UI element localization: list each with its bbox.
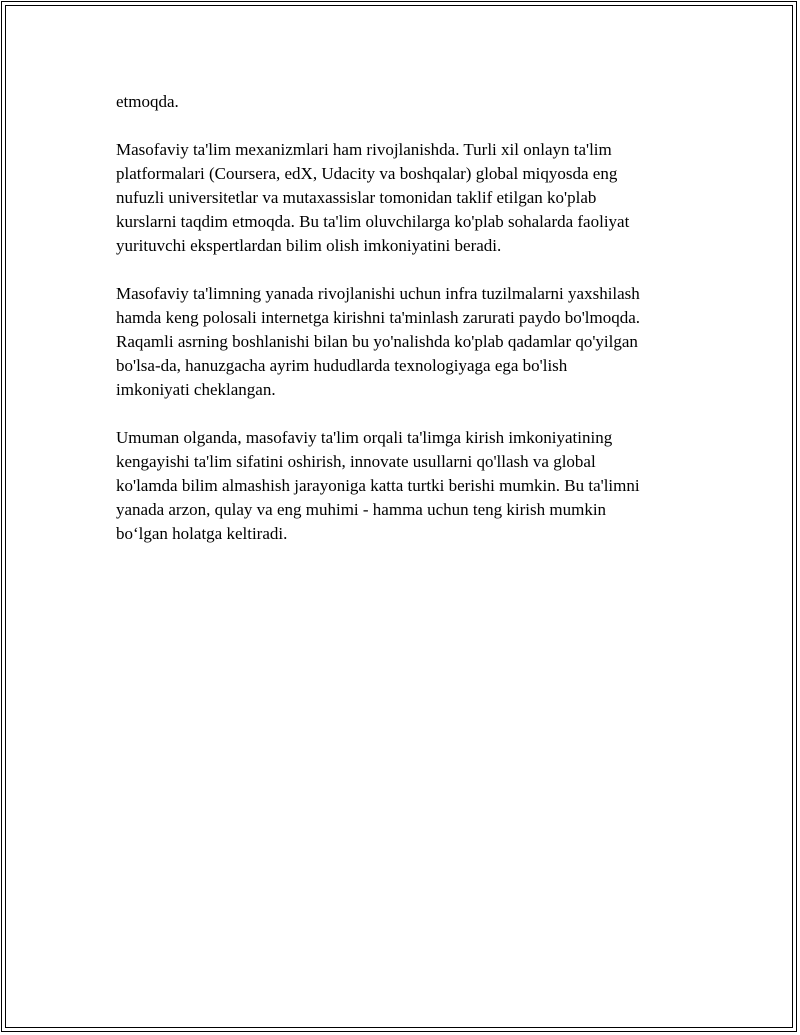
text-line: yanada arzon, qulay va eng muhimi - hamma uchun teng kirish mumkin bbox=[116, 500, 607, 519]
text-line: imkoniyati cheklangan. bbox=[116, 380, 276, 399]
text-line: yurituvchi ekspertlardan bilim olish imkoniyatini beradi. bbox=[116, 236, 502, 255]
text-line: Umuman olganda, masofaviy ta'lim orqali ta'limga kirish imkoniyatining bbox=[116, 428, 613, 447]
text-line: nufuzli universitetlar va mutaxassislar tomonidan taklif etilgan ko'plab bbox=[116, 188, 597, 207]
text-line: ko'lamda bilim almashish jarayoniga katta turtki berishi mumkin. Bu ta'limni bbox=[116, 476, 640, 495]
text-line: hamda keng polosali internetga kirishni ta'minlash zarurati paydo bo'lmoqda. bbox=[116, 308, 641, 327]
text-line: kengayishi ta'lim sifatini oshirish, innovate usullarni qo'llash va global bbox=[116, 452, 596, 471]
paragraph-conclusion bbox=[116, 426, 706, 546]
paragraph-continuation bbox=[116, 90, 706, 114]
document-page bbox=[1, 1, 797, 1032]
text-line: Masofaviy ta'limning yanada rivojlanishi uchun infra tuzilmalarni yaxshilash bbox=[116, 284, 640, 303]
text-line: etmoqda. bbox=[116, 92, 179, 111]
text-line: kurslarni taqdim etmoqda. Bu ta'lim oluvchilarga ko'plab sohalarda faoliyat bbox=[116, 212, 630, 231]
text-line: platformalari (Coursera, edX, Udacity va boshqalar) global miqyosda eng bbox=[116, 164, 618, 183]
text-line: bo'lsa-da, hanuzgacha ayrim hududlarda texnologiyaga ega bo'lish bbox=[116, 356, 568, 375]
text-line: Masofaviy ta'lim mexanizmlari ham rivojlanishda. Turli xil onlayn ta'lim bbox=[116, 140, 612, 159]
paragraph-online-platforms bbox=[116, 138, 706, 258]
text-line: Raqamli asrning boshlanishi bilan bu yo'nalishda ko'plab qadamlar qo'yilgan bbox=[116, 332, 638, 351]
text-line: bo‘lgan holatga keltiradi. bbox=[116, 524, 288, 543]
paragraph-infrastructure bbox=[116, 282, 706, 402]
document-body bbox=[116, 90, 706, 570]
